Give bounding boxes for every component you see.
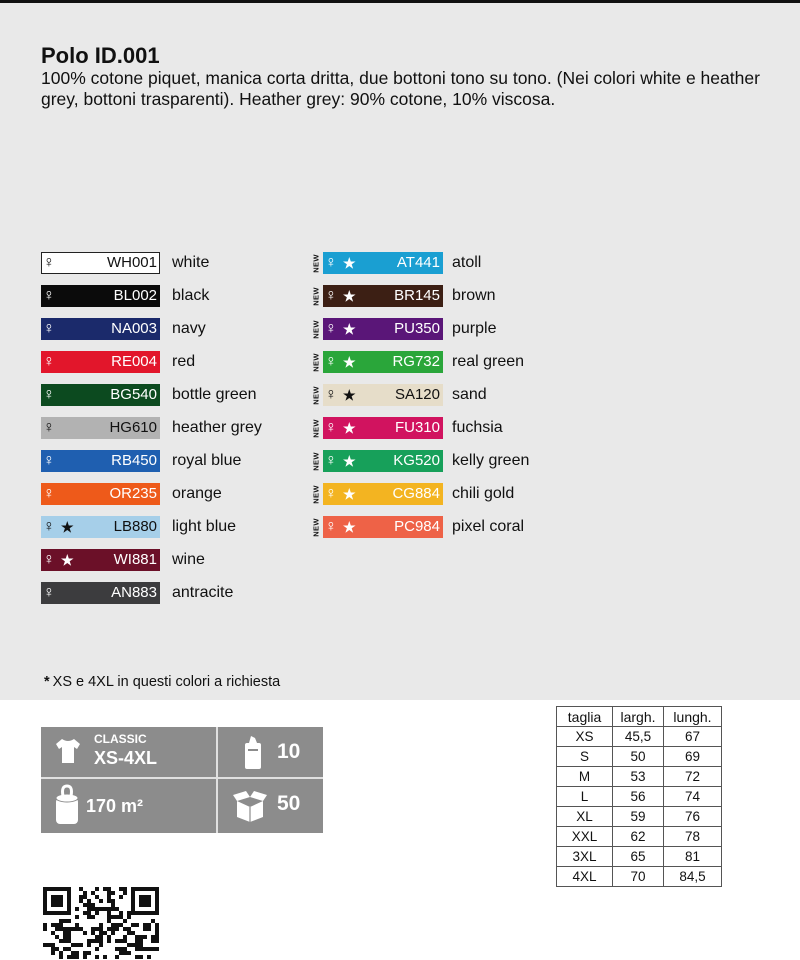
width-cell: 45,5: [613, 727, 664, 747]
star-icon: ★: [61, 519, 74, 535]
header-lungh: lungh.: [664, 707, 722, 727]
color-code: AT441: [396, 254, 440, 271]
color-swatch: [41, 483, 160, 505]
length-cell: 81: [664, 847, 722, 867]
color-name: purple: [452, 320, 497, 337]
color-code: SA120: [394, 386, 440, 403]
size-table: [556, 706, 722, 887]
table-row: [557, 747, 722, 767]
color-swatch: [41, 516, 160, 538]
color-name: pixel coral: [452, 518, 525, 535]
color-name: heather grey: [172, 419, 262, 436]
color-code: CG884: [392, 485, 440, 502]
color-name: wine: [172, 551, 205, 568]
color-name: real green: [452, 353, 525, 370]
carton-count: 50: [277, 792, 301, 815]
color-code: PC984: [394, 518, 440, 535]
new-badge: [311, 417, 321, 439]
color-swatch: [323, 384, 443, 406]
color-code: RB450: [111, 452, 157, 469]
size-cell: 3XL: [557, 847, 613, 867]
color-name: antracite: [172, 584, 234, 601]
new-badge-label: NEW: [311, 385, 321, 405]
new-badge: [311, 318, 321, 340]
new-badge-label: NEW: [311, 451, 321, 471]
color-name: red: [172, 353, 196, 370]
new-badge: [311, 285, 321, 307]
color-swatch: [41, 351, 160, 373]
color-swatch: [323, 417, 443, 439]
width-cell: 56: [613, 787, 664, 807]
width-cell: 53: [613, 767, 664, 787]
size-cell: XL: [557, 807, 613, 827]
color-swatch: [41, 417, 160, 439]
new-badge-label: NEW: [311, 484, 321, 504]
length-cell: 72: [664, 767, 722, 787]
size-cell: 4XL: [557, 867, 613, 887]
color-swatch: [323, 351, 443, 373]
new-badge-label: NEW: [311, 418, 321, 438]
female-fit-icon: ♀: [43, 419, 55, 436]
color-name: sand: [452, 386, 487, 403]
table-row: [557, 827, 722, 847]
fabric-roll-icon: [53, 784, 81, 826]
color-code: NA003: [111, 320, 157, 337]
color-code: FU310: [394, 419, 440, 436]
female-fit-icon: ♀: [43, 551, 55, 568]
width-cell: 62: [613, 827, 664, 847]
length-cell: 76: [664, 807, 722, 827]
color-code: WH001: [106, 254, 157, 271]
length-cell: 69: [664, 747, 722, 767]
color-swatch: [323, 483, 443, 505]
header-taglia: taglia: [557, 707, 613, 727]
availability-note: [44, 674, 280, 690]
star-icon: ★: [343, 519, 356, 535]
spec-panel: [41, 727, 323, 833]
color-swatch: [41, 450, 160, 472]
star-icon: ★: [343, 255, 356, 271]
female-fit-icon: ♀: [325, 452, 337, 469]
female-fit-icon: ♀: [325, 320, 337, 337]
size-table-body: [557, 727, 722, 887]
size-cell: L: [557, 787, 613, 807]
star-icon: ★: [343, 453, 356, 469]
star-icon: ★: [343, 486, 356, 502]
color-name: white: [172, 254, 210, 271]
color-name: kelly green: [452, 452, 530, 469]
color-swatch: [41, 549, 160, 571]
color-code: WI881: [113, 551, 157, 568]
color-code: OR235: [109, 485, 157, 502]
color-name: light blue: [172, 518, 237, 535]
color-code: BR145: [394, 287, 440, 304]
star-icon: ★: [61, 552, 74, 568]
width-cell: 65: [613, 847, 664, 867]
color-code: BG540: [110, 386, 157, 403]
fabric-weight: 170 m²: [86, 796, 144, 816]
table-row: [557, 847, 722, 867]
pack-icon: [242, 733, 264, 771]
length-cell: 78: [664, 827, 722, 847]
color-swatch: [41, 285, 160, 307]
width-cell: 50: [613, 747, 664, 767]
note-star: *: [44, 674, 50, 690]
color-swatch: [323, 252, 443, 274]
female-fit-icon: ♀: [325, 419, 337, 436]
table-row: [557, 867, 722, 887]
new-badge: [311, 252, 321, 274]
color-name: black: [172, 287, 210, 304]
size-cell: S: [557, 747, 613, 767]
color-name: navy: [172, 320, 206, 337]
new-badge-label: NEW: [311, 253, 321, 273]
new-badge-label: NEW: [311, 319, 321, 339]
female-fit-icon: ♀: [43, 254, 55, 271]
star-icon: ★: [343, 387, 356, 403]
new-badge: [311, 516, 321, 538]
color-code: HG610: [109, 419, 157, 436]
color-swatch: [41, 582, 160, 604]
color-code: RG732: [392, 353, 440, 370]
length-cell: 67: [664, 727, 722, 747]
new-badge-label: NEW: [311, 352, 321, 372]
new-badge-label: NEW: [311, 286, 321, 306]
color-code: AN883: [111, 584, 157, 601]
size-cell: XS: [557, 727, 613, 747]
table-row: [557, 787, 722, 807]
size-cell: M: [557, 767, 613, 787]
female-fit-icon: ♀: [43, 386, 55, 403]
product-description: 100% cotone piquet, manica corta dritta, due bottoni tono su tono. (Nei colori white e heather grey, bottoni trasparenti). Heather grey: 90% cotone, 10% viscosa.: [41, 68, 760, 109]
pack-count: 10: [277, 740, 301, 763]
female-fit-icon: ♀: [43, 320, 55, 337]
female-fit-icon: ♀: [325, 518, 337, 535]
star-icon: ★: [343, 288, 356, 304]
tshirt-icon: [53, 736, 83, 766]
size-range: XS-4XL: [94, 748, 158, 768]
female-fit-icon: ♀: [43, 353, 55, 370]
carton-box-icon: [233, 789, 267, 823]
color-swatch: [323, 318, 443, 340]
color-swatch: [323, 516, 443, 538]
female-fit-icon: ♀: [43, 518, 55, 535]
color-code: PU350: [394, 320, 440, 337]
female-fit-icon: ♀: [325, 353, 337, 370]
color-swatch: [323, 450, 443, 472]
new-badge: [311, 450, 321, 472]
width-cell: 70: [613, 867, 664, 887]
color-swatch: [41, 252, 160, 274]
color-name: fuchsia: [452, 419, 503, 436]
new-badge: [311, 351, 321, 373]
star-icon: ★: [343, 354, 356, 370]
table-row: [557, 767, 722, 787]
qr-code-icon: [43, 887, 161, 960]
color-name: chili gold: [452, 485, 515, 502]
spec-divider: [41, 777, 323, 779]
new-badge: [311, 384, 321, 406]
female-fit-icon: ♀: [43, 287, 55, 304]
color-name: atoll: [452, 254, 482, 271]
color-name: orange: [172, 485, 222, 502]
color-code: KG520: [393, 452, 440, 469]
note-text: XS e 4XL in questi colori a richiesta: [52, 674, 281, 690]
female-fit-icon: ♀: [43, 584, 55, 601]
spec-divider: [216, 727, 218, 833]
color-name: brown: [452, 287, 496, 304]
table-row: [557, 727, 722, 747]
female-fit-icon: ♀: [325, 287, 337, 304]
star-icon: ★: [343, 420, 356, 436]
color-swatch: [323, 285, 443, 307]
length-cell: 84,5: [664, 867, 722, 887]
fit-label: CLASSIC: [94, 732, 147, 746]
table-row: [557, 807, 722, 827]
width-cell: 59: [613, 807, 664, 827]
color-swatch: [41, 384, 160, 406]
female-fit-icon: ♀: [43, 452, 55, 469]
female-fit-icon: ♀: [325, 254, 337, 271]
product-title: Polo ID.001: [41, 43, 160, 68]
color-code: LB880: [113, 518, 157, 535]
female-fit-icon: ♀: [325, 386, 337, 403]
color-code: BL002: [113, 287, 157, 304]
new-badge: [311, 483, 321, 505]
size-cell: XXL: [557, 827, 613, 847]
female-fit-icon: ♀: [325, 485, 337, 502]
size-table-header: [557, 707, 722, 727]
new-badge-label: NEW: [311, 517, 321, 537]
color-swatch: [41, 318, 160, 340]
header-largh: largh.: [613, 707, 664, 727]
length-cell: 74: [664, 787, 722, 807]
star-icon: ★: [343, 321, 356, 337]
color-name: royal blue: [172, 452, 242, 469]
color-code: RE004: [111, 353, 157, 370]
female-fit-icon: ♀: [43, 485, 55, 502]
color-name: bottle green: [172, 386, 257, 403]
